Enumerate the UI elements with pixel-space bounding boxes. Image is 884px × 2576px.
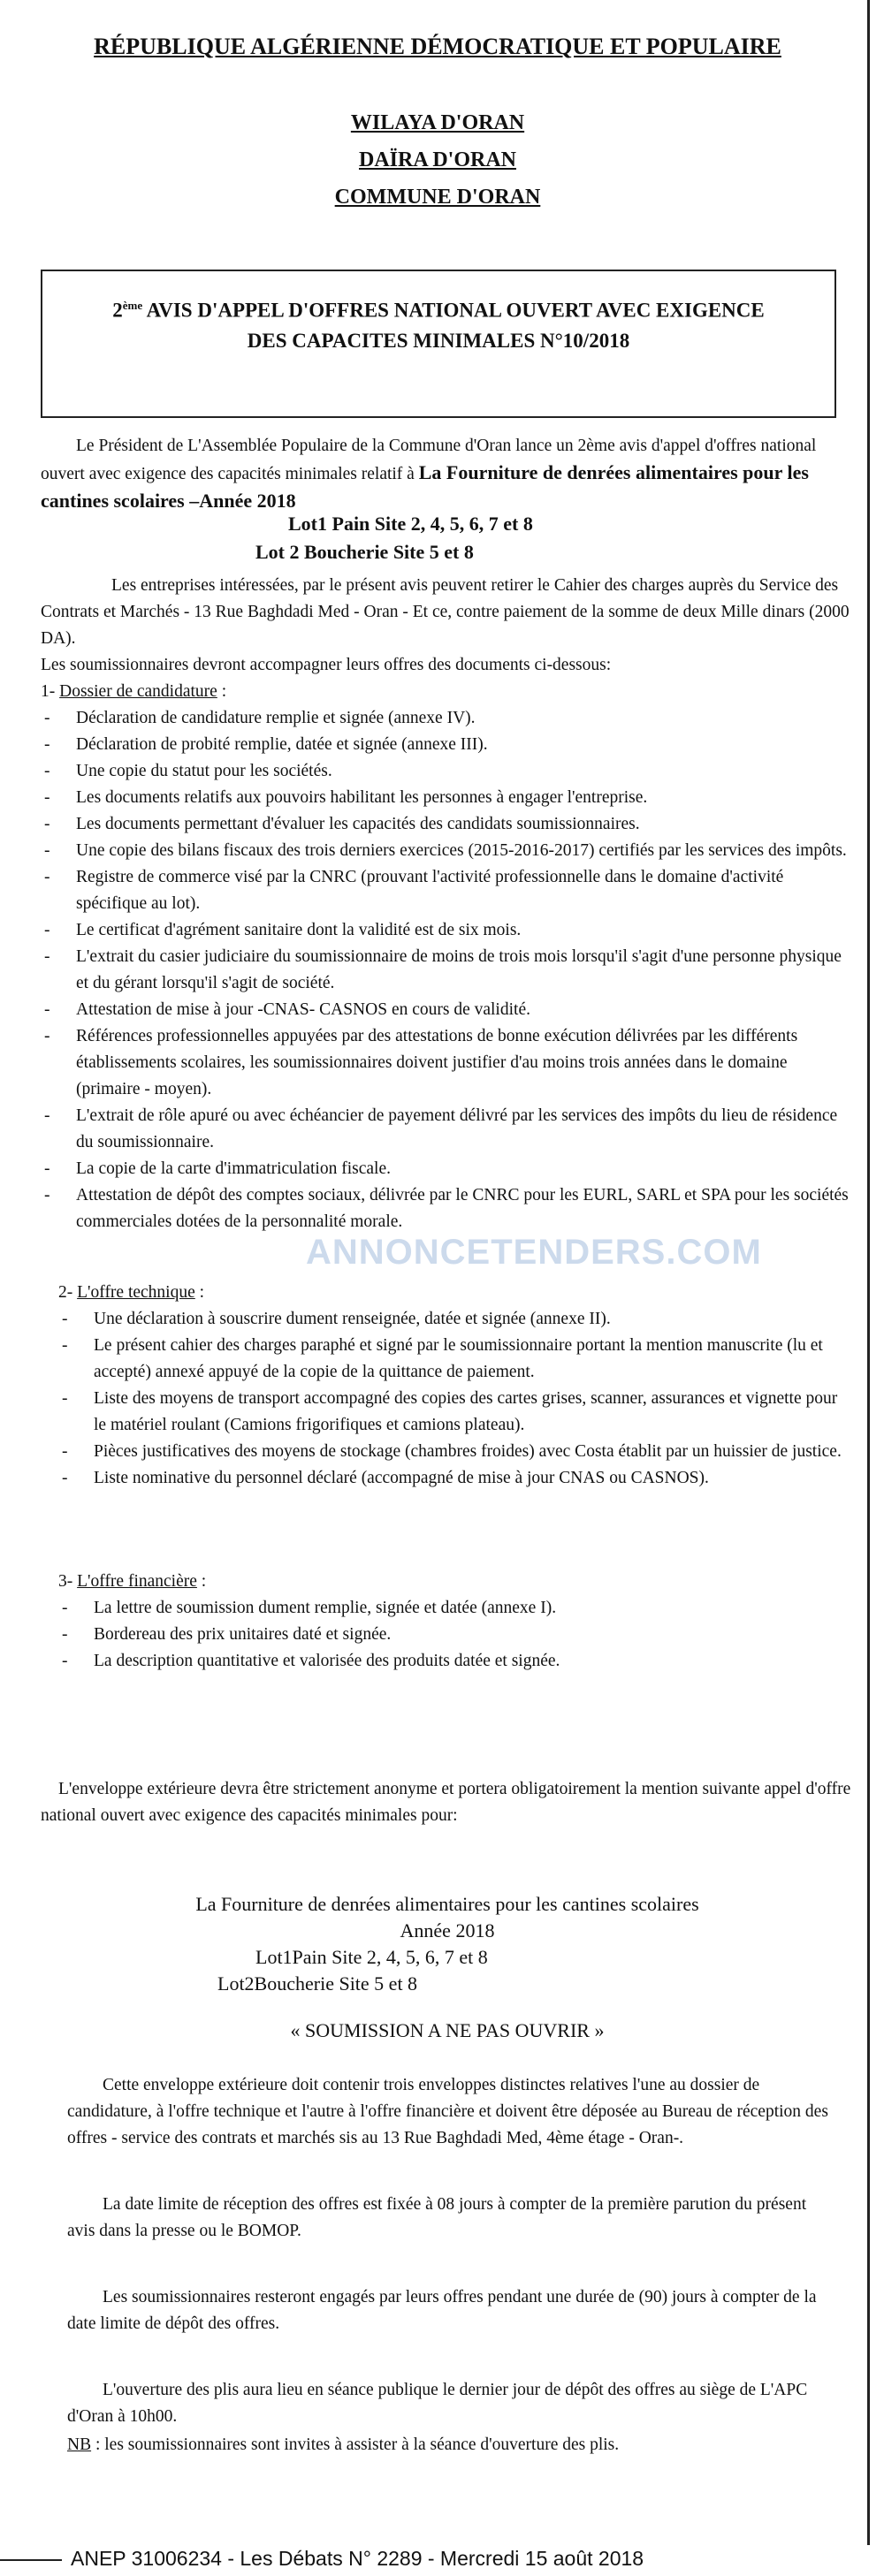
envelope-do-not-open: « SOUMISSION A NE PAS OUVRIR » bbox=[290, 2019, 605, 2041]
envelope-subject: La Fourniture de denrées alimentaires pour les cantines scolaires bbox=[195, 1893, 699, 1915]
section-candidature bbox=[41, 679, 854, 1235]
footer-reference: ANEP 31006234 - Les Débats N° 2289 - Mercredi 15 août 2018 bbox=[71, 2547, 644, 2570]
list-item: - La description quantitative et valorisée des produits datée et signée. bbox=[58, 1648, 854, 1675]
header-daira: DAÏRA D'ORAN bbox=[358, 148, 516, 171]
list-item: - Le certificat d'agrément sanitaire dont la validité est de six mois. bbox=[41, 917, 854, 944]
list-item: - Déclaration de probité remplie, datée et signée (annexe III). bbox=[41, 732, 854, 758]
envelope-paragraph: L'enveloppe extérieure devra être strictement anonyme et portera obligatoirement la mention suivante appel d'offre national ouvert avec exigence des capacités minimales pour: bbox=[41, 1780, 851, 1825]
list-item: - L'extrait du casier judiciaire du soumissionnaire de moins de trois mois lorsqu'il s'agit d'une personne physique et du gérant lorsqu'il s'agit de société. bbox=[41, 944, 854, 997]
header-wilaya: WILAYA D'ORAN bbox=[350, 111, 525, 134]
list-item: - Attestation de mise à jour -CNAS- CASNOS en cours de validité. bbox=[41, 997, 854, 1023]
lot2-line: Lot 2 Boucherie Site 5 et 8 bbox=[255, 541, 474, 563]
opening-paragraph: L'ouverture des plis aura lieu en séance publique le dernier jour de dépôt des offres au siège de L'APC d'Oran à 10h00. bbox=[67, 2381, 808, 2426]
header-republic: RÉPUBLIQUE ALGÉRIENNE DÉMOCRATIQUE ET POPULAIRE bbox=[94, 34, 781, 59]
section-financiere bbox=[58, 1569, 854, 1675]
list-item: - Les documents relatifs aux pouvoirs habilitant les personnes à engager l'entreprise. bbox=[41, 785, 854, 811]
envelope-lot1: Lot1Pain Site 2, 4, 5, 6, 7 et 8 bbox=[255, 1946, 488, 1968]
nb-label: NB bbox=[67, 2435, 92, 2454]
list-item: - Liste des moyens de transport accompagné des copies des cartes grises, scanner, assurances et vignette pour le matériel roulant (Camions frigorifiques et camions plateau). bbox=[58, 1386, 854, 1439]
envelope-year: Année 2018 bbox=[400, 1919, 495, 1941]
footer bbox=[0, 2545, 884, 2576]
list-item: - Déclaration de candidature remplie et signée (annexe IV). bbox=[41, 705, 854, 732]
list-item: - L'extrait de rôle apuré ou avec échéancier de payement délivré par les services des impôts du lieu de résidence du soumissionnaire. bbox=[41, 1103, 854, 1156]
header-admin-block bbox=[5, 104, 870, 216]
footer-rule bbox=[0, 2559, 62, 2561]
list-item: - Les documents permettant d'évaluer les capacités des candidats soumissionnaires. bbox=[41, 811, 854, 838]
list-item: - Bordereau des prix unitaires daté et signée. bbox=[58, 1622, 854, 1648]
section-title: 3- L'offre financière : bbox=[58, 1572, 207, 1591]
intro-text: Le Président de L'Assemblée Populaire de la Commune d'Oran lance un 2ème avis d'appel d'offres national ouvert avec exigence des capacités minimales relatif à bbox=[41, 437, 817, 483]
list-item: - La copie de la carte d'immatriculation fiscale. bbox=[41, 1156, 854, 1182]
envelope-lot2: Lot2Boucherie Site 5 et 8 bbox=[217, 1972, 418, 1995]
list-item: - Une copie du statut pour les sociétés. bbox=[41, 758, 854, 785]
section-title: 2- L'offre technique : bbox=[58, 1283, 205, 1302]
validity-paragraph: Les soumissionnaires resteront engagés par leurs offres pendant une durée de (90) jours à compter de la date limite de dépôt des offres. bbox=[67, 2288, 817, 2333]
list-item: - Le présent cahier des charges paraphé et signé par le soumissionnaire portant la mention manuscrite (lu et accepté) annexé appuyé de la copie de la quittance de paiement. bbox=[58, 1333, 854, 1386]
list-item: - Une copie des bilans fiscaux des trois derniers exercices (2015-2016-2017) certifiés par les services des impôts. bbox=[41, 838, 854, 864]
list-item: - La lettre de soumission dument remplie, signée et datée (annexe I). bbox=[58, 1595, 854, 1622]
financiere-list bbox=[58, 1595, 854, 1675]
lot1-line: Lot1 Pain Site 2, 4, 5, 6, 7 et 8 bbox=[288, 513, 533, 535]
list-item: - Liste nominative du personnel déclaré (accompagné de mise à jour CNAS ou CASNOS). bbox=[58, 1465, 854, 1492]
watermark: ANNONCETENDERS.COM bbox=[306, 1233, 762, 1272]
notice-title-line1 bbox=[42, 291, 834, 326]
notice-title-box bbox=[41, 270, 836, 418]
header-commune: COMMUNE D'ORAN bbox=[334, 186, 541, 209]
list-item: - Attestation de dépôt des comptes sociaux, délivrée par le CNRC pour les EURL, SARL et SPA pour les sociétés commerciales dotées de la personnalité morale. bbox=[41, 1182, 854, 1235]
list-item: - Une déclaration à souscrire dument renseignée, datée et signée (annexe II). bbox=[58, 1306, 854, 1333]
candidature-list bbox=[41, 705, 854, 1235]
document-page bbox=[5, 0, 870, 2545]
intro-subject: La Fourniture de denrées alimentaires pour les cantines scolaires –Année 2018 bbox=[41, 461, 809, 512]
technique-list bbox=[58, 1306, 854, 1492]
list-item: - Registre de commerce visé par la CNRC (prouvant l'activité professionnelle dans le domaine d'activité spécifique au lot). bbox=[41, 864, 854, 917]
envelope-contents-paragraph: Cette enveloppe extérieure doit contenir trois enveloppes distinctes relatives l'une au dossier de candidature, à l'offre technique et l'autre à l'offre financière et doivent être déposée au Bureau de réception des offres - service des contrats et marchés sis au 13 Rue Baghdadi Med, 4ème étage - Oran-. bbox=[67, 2076, 828, 2147]
envelope-mention-block bbox=[41, 1891, 854, 1944]
list-item: - Références professionnelles appuyées par des attestations de bonne exécution délivrées par les différents établissements scolaires, les soumissionnaires doivent justifier d'au moins trois années dans le domaine (primaire - moyen). bbox=[41, 1023, 854, 1103]
notice-title-line2: DES CAPACITES MINIMALES N°10/2018 bbox=[247, 329, 630, 352]
intro-paragraph bbox=[41, 433, 854, 516]
nb-text: : les soumissionnaires sont invites à assister à la séance d'ouverture des plis. bbox=[91, 2435, 620, 2454]
section-title: 1- Dossier de candidature : bbox=[41, 682, 227, 701]
notice-number-suffix: ème bbox=[122, 299, 143, 312]
nb-note bbox=[67, 2432, 836, 2458]
notice-number: 2 bbox=[112, 299, 123, 322]
section-technique bbox=[58, 1280, 854, 1492]
notice-title-text: AVIS D'APPEL D'OFFRES NATIONAL OUVERT AVEC EXIGENCE bbox=[142, 299, 765, 322]
list-item: - Pièces justificatives des moyens de stockage (chambres froides) avec Costa établit par un huissier de justice. bbox=[58, 1439, 854, 1465]
deadline-paragraph: La date limite de réception des offres est fixée à 08 jours à compter de la première parution du présent avis dans la presse ou le BOMOP. bbox=[67, 2195, 807, 2240]
withdrawal-paragraph: Les entreprises intéressées, par le présent avis peuvent retirer le Cahier des charges auprès du Service des Contrats et Marchés - 13 Rue Baghdadi Med - Oran - Et ce, contre paiement de la somme de deux Mille dinars (2000 DA). bbox=[41, 576, 850, 648]
documents-intro: Les soumissionnaires devront accompagner leurs offres des documents ci-dessous: bbox=[41, 656, 612, 674]
